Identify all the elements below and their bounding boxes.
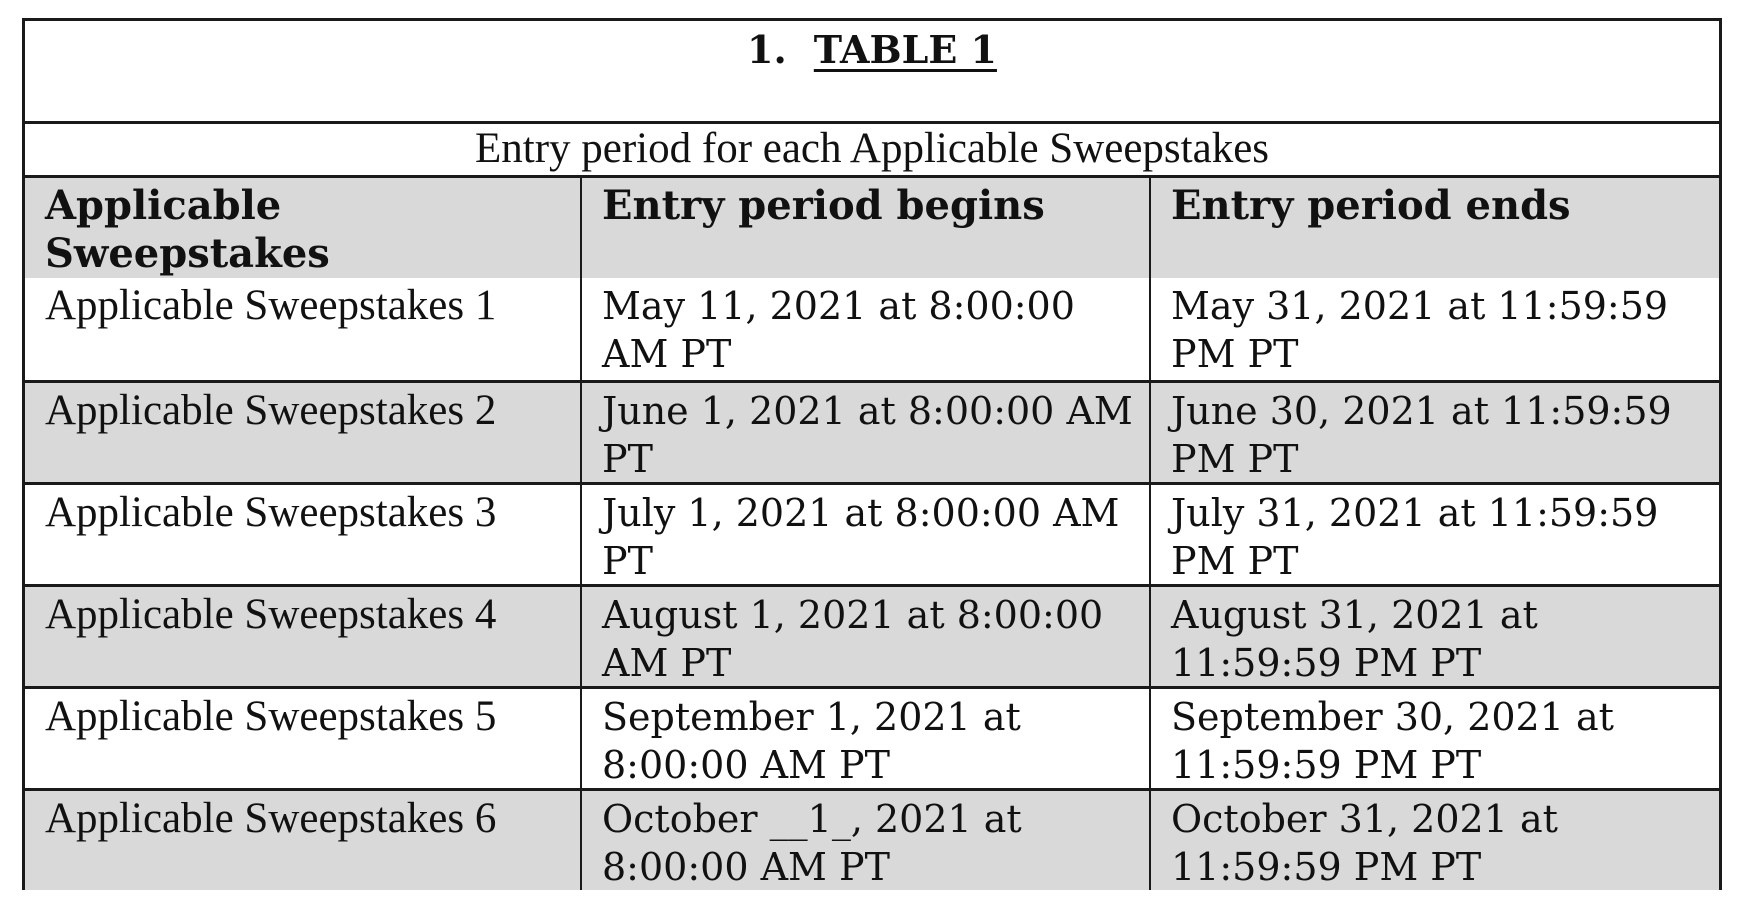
table-row [25,482,1719,584]
entry-begins-cell: October __1_, 2021 at 8:00:00 AM PT [582,791,1151,890]
entry-begins-cell: August 1, 2021 at 8:00:00 AM PT [582,587,1151,686]
table-row [25,788,1719,890]
column-header-ends: Entry period ends [1171,182,1571,229]
table-title [25,21,1719,124]
sweepstakes-name-cell: Applicable Sweepstakes 1 [25,278,582,380]
sweepstakes-name-cell: Applicable Sweepstakes 2 [25,383,582,482]
sweepstakes-name-cell: Applicable Sweepstakes 6 [25,791,582,890]
table-title-text: TABLE 1 [813,27,997,72]
column-header-begins: Entry period begins [582,178,1151,278]
entry-ends-cell: September 30, 2021 at 11:59:59 PM PT [1171,695,1614,787]
sweepstakes-name-cell: Applicable Sweepstakes 3 [25,485,582,584]
entry-begins-cell: June 1, 2021 at 8:00:00 AM PT [582,383,1151,482]
entry-ends-cell: July 31, 2021 at 11:59:59 PM PT [1171,491,1659,583]
table-header-row [25,178,1719,278]
entry-ends-cell: June 30, 2021 at 11:59:59 PM PT [1171,389,1672,481]
column-header-sweepstakes: Applicable Sweepstakes [25,178,582,278]
table-row [25,584,1719,686]
table-row [25,380,1719,482]
table-row [25,686,1719,788]
table-subtitle: Entry period for each Applicable Sweepstakes [25,124,1719,178]
entry-ends-cell: August 31, 2021 at 11:59:59 PM PT [1171,593,1538,685]
entry-begins-cell: September 1, 2021 at 8:00:00 AM PT [582,689,1151,788]
sweepstakes-name-cell: Applicable Sweepstakes 4 [25,587,582,686]
sweepstakes-name-cell: Applicable Sweepstakes 5 [25,689,582,788]
entry-ends-cell: October 31, 2021 at 11:59:59 PM PT [1171,797,1558,889]
entry-ends-cell: May 31, 2021 at 11:59:59 PM PT [1171,284,1669,376]
entry-begins-cell: May 11, 2021 at 8:00:00 AM PT [582,278,1151,380]
entry-begins-cell: July 1, 2021 at 8:00:00 AM PT [582,485,1151,584]
table-row [25,278,1719,380]
table-title-number: 1. [747,27,787,72]
sweepstakes-table [22,18,1722,890]
